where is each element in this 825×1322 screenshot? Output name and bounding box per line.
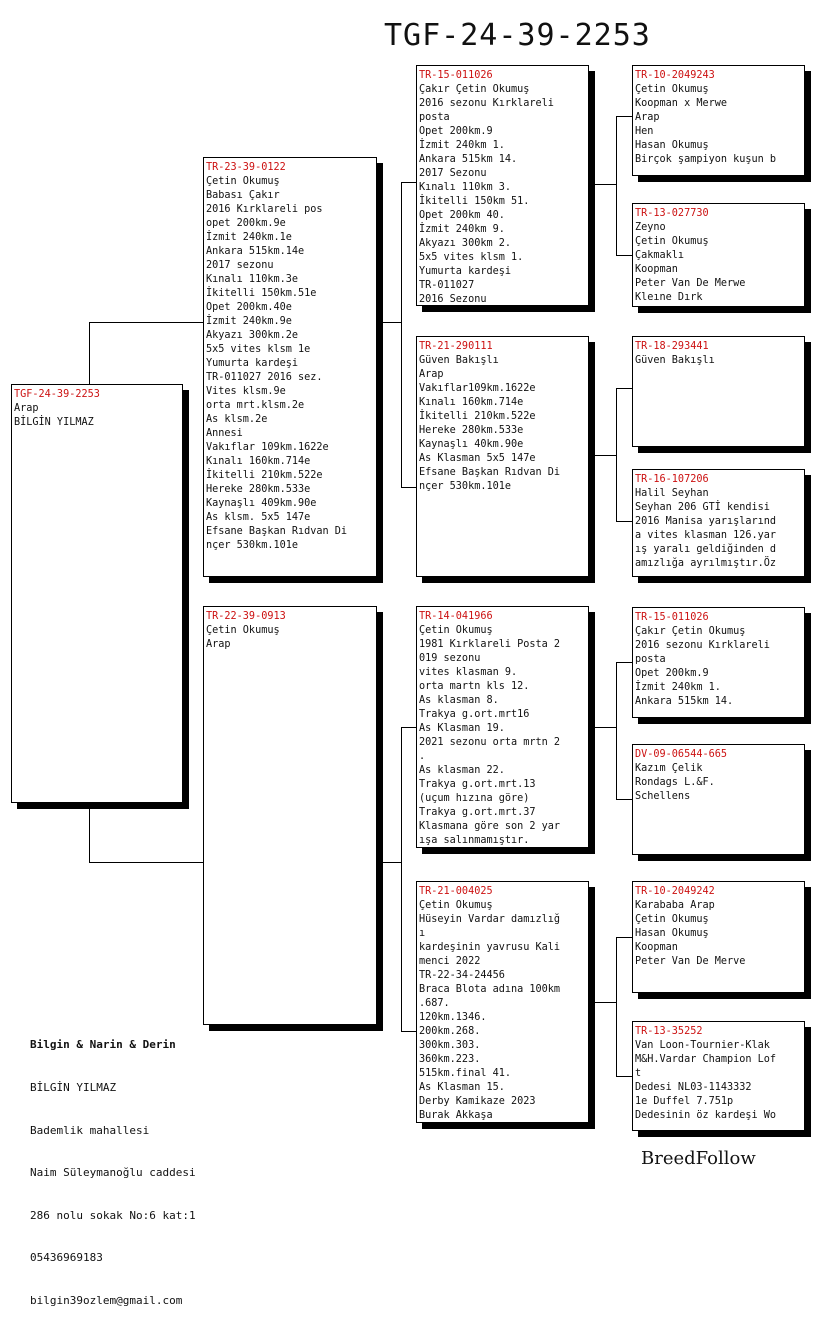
connector-line [616,799,632,800]
card-detail-line: 2021 sezonu orta mrtn 2 [419,737,561,748]
card-detail-line: Peter Van De Merve [635,956,746,967]
card-detail-line: .687. [419,998,450,1009]
ring-number: TR-13-35252 [635,1026,703,1037]
connector-line [616,521,632,522]
connector-line [401,182,416,183]
card-detail-line: a vites klasman 126.yar [635,530,777,541]
connector-line [616,388,617,522]
card-detail-line: ış yaralı geldiğinden d [635,544,777,555]
card-detail-line: Opet 200km.9 [635,668,709,679]
card-detail-line: Çetin Okumuş [635,84,709,95]
card-detail-line: Kaynaşlı 409km.90e [206,498,317,509]
owner-address-line: 286 nolu sokak No:6 kat:1 [30,1208,196,1222]
connector-line [616,255,632,256]
card-detail-line: Arap [419,369,444,380]
card-detail-line: Kaynaşlı 40km.90e [419,439,524,450]
card-detail-line: Akyazı 300km.2e [206,330,299,341]
card-detail-line: Trakya g.ort.mrt.37 [419,807,536,818]
connector-line [377,862,401,863]
connector-line [401,1031,416,1032]
connector-line [89,862,203,863]
card-detail-line: İzmit 240km 9. [419,224,505,235]
pedigree-title: TGF-24-39-2253 [384,18,651,53]
card-detail-line: Kınalı 160km.714e [419,397,524,408]
card-detail-line: Hereke 280km.533e [206,484,311,495]
card-detail-line: . [419,751,426,762]
card-detail-line: Akyazı 300km 2. [419,238,512,249]
pigeon-card-dam-dam-sire[interactable] [632,881,805,993]
card-detail-line: Hasan Okumuş [635,928,709,939]
card-detail-line: menci 2022 [419,956,481,967]
card-detail-line: nçer 530km.101e [206,540,299,551]
card-detail-line: TR-22-34-24456 [419,970,505,981]
card-detail-line: As klasman 22. [419,765,505,776]
pigeon-card-dam-dam[interactable] [416,881,589,1123]
owner-phone: 05436969183 [30,1251,103,1265]
card-detail-line: 120km.1346. [419,1012,487,1023]
card-detail-line: Dedesinin öz kardeşi Wo [635,1110,777,1121]
connector-line [377,322,401,323]
pigeon-card-sire-sire[interactable] [416,65,589,306]
card-detail-line: İkitelli 210km.522e [419,411,536,422]
card-detail-line: (uçum hızına göre) [419,793,530,804]
card-detail-line: Hereke 280km.533e [419,425,524,436]
card-detail-line: t [635,1068,642,1079]
card-detail-line: Ankara 515km 14. [635,696,734,707]
card-detail-line: Vakıflar109km.1622e [419,383,536,394]
card-detail-line: Seyhan 206 GTİ kendisi [635,502,770,513]
card-detail-line: Halil Seyhan [635,488,709,499]
card-detail-line: İzmit 240km 1. [419,140,505,151]
card-detail-line: TR-011027 2016 sez. [206,372,323,383]
connector-line [401,182,402,488]
card-detail-line: Hen [635,126,654,137]
card-detail-line: Babası Çakır [206,190,280,201]
ring-number: TR-22-39-0913 [206,611,286,622]
card-detail-line: 2017 Sezonu [419,168,487,179]
card-detail-line: 1e Duffel 7.751p [635,1096,734,1107]
connector-line [589,455,616,456]
card-detail-line: Schellens [635,791,691,802]
card-detail-line: Çetin Okumuş [419,900,493,911]
ring-number: TR-21-004025 [419,886,493,897]
pigeon-card-dam-sire-sire[interactable] [632,607,805,718]
card-detail-line: Opet 200km.9 [419,126,493,137]
pigeon-card-dam-sire[interactable] [416,606,589,848]
card-detail-line: 2016 Sezonu [419,294,487,305]
card-detail-line: İkitelli 210km.522e [206,470,323,481]
ring-number: TR-14-041966 [419,611,493,622]
card-detail-line: 2017 sezonu [206,260,274,271]
card-detail-line: Yumurta kardeşi [419,266,512,277]
card-detail-line: Trakya g.ort.mrt16 [419,709,530,720]
connector-line [401,487,416,488]
card-detail-line: Karababa Arap [635,900,715,911]
card-detail-line: Ankara 515km 14. [419,154,518,165]
card-detail-line: ışa salınmamıştır. [419,835,530,846]
card-detail-line: As klsm.2e [206,414,268,425]
card-detail-line: 2016 sezonu Kırklareli [419,98,554,109]
ring-number: TR-23-39-0122 [206,162,286,173]
card-detail-line: Rondags L.&F. [635,777,715,788]
pigeon-card-sire-sire-dam[interactable] [632,203,805,307]
ring-number: TR-10-2049243 [635,70,715,81]
card-detail-line: As klasman 8. [419,695,499,706]
card-detail-line: 2016 Kırklareli pos [206,204,323,215]
card-detail-line: posta [419,112,450,123]
pigeon-card-dam[interactable] [203,606,377,1025]
card-detail-line: Güven Bakışlı [635,355,715,366]
card-detail-line: İkitelli 150km 51. [419,196,530,207]
card-detail-line: Koopman x Merwe [635,98,728,109]
card-detail-line: Arap [14,403,39,414]
card-detail-line: Vakıflar 109km.1622e [206,442,329,453]
card-detail-line: Vites klsm.9e [206,386,286,397]
connector-line [616,662,632,663]
connector-line [401,727,416,728]
card-detail-line: nçer 530km.101e [419,481,512,492]
connector-line [589,727,616,728]
card-detail-line: As Klasman 5x5 147e [419,453,536,464]
card-detail-line: Çetin Okumuş [206,176,280,187]
card-detail-line: Kınalı 110km.3e [206,274,299,285]
card-detail-line: Kınalı 160km.714e [206,456,311,467]
card-detail-line: Birçok şampiyon kuşun b [635,154,777,165]
ring-number: DV-09-06544-665 [635,749,728,760]
connector-line [589,184,616,185]
card-detail-line: amızlığa ayrılmıştır.Öz [635,558,777,569]
connector-line [616,662,617,800]
card-detail-line: kardeşinin yavrusu Kali [419,942,561,953]
pigeon-card-sire-dam-dam[interactable] [632,469,805,577]
card-detail-line: Efsane Başkan Rıdvan Di [419,467,561,478]
card-detail-line: Opet 200km 40. [419,210,505,221]
connector-line [616,388,632,389]
card-detail-line: Çakır Çetin Okumuş [635,626,746,637]
card-detail-line: 2016 sezonu Kırklareli [635,640,770,651]
card-detail-line: 2016 Manisa yarışlarınd [635,516,777,527]
card-detail-line: TR-011027 [419,280,475,291]
card-detail-line: Opet 200km.40e [206,302,292,313]
pigeon-card-sire-dam-sire[interactable] [632,336,805,447]
card-detail-line: Ankara 515km.14e [206,246,305,257]
card-detail-line: Hüseyin Vardar damızlığ [419,914,561,925]
card-detail-line: Kleıne Dırk [635,292,703,303]
card-detail-line: 1981 Kırklareli Posta 2 [419,639,561,650]
card-detail-line: Kınalı 110km 3. [419,182,512,193]
card-detail-line: İkitelli 150km.51e [206,288,317,299]
card-detail-line: As Klasman 19. [419,723,505,734]
card-detail-line: orta martn kls 12. [419,681,530,692]
card-detail-line: posta [635,654,666,665]
card-detail-line: Burak Akkaşa [419,1110,493,1121]
connector-line [401,727,402,1032]
card-detail-line: Koopman [635,264,678,275]
card-detail-line: Trakya g.ort.mrt.13 [419,779,536,790]
owner-name: BİLGİN YILMAZ [30,1081,117,1095]
pigeon-card-subject[interactable] [11,384,183,803]
card-detail-line: 360km.223. [419,1054,481,1065]
card-detail-line: Arap [635,112,660,123]
owner-heading: Bilgin & Narin & Derin [30,1038,176,1052]
ring-number: TR-15-011026 [635,612,709,623]
card-detail-line: ı [419,928,426,939]
card-detail-line: 300km.303. [419,1040,481,1051]
card-detail-line: Güven Bakışlı [419,355,499,366]
card-detail-line: Yumurta kardeşi [206,358,299,369]
owner-email[interactable]: bilgin39ozlem@gmail.com [30,1294,183,1308]
card-detail-line: Peter Van De Merwe [635,278,746,289]
connector-line [589,1002,616,1003]
card-detail-line: 019 sezonu [419,653,481,664]
connector-line [616,116,632,117]
card-detail-line: Arap [206,639,231,650]
card-detail-line: 5x5 vites klsm 1e [206,344,311,355]
card-detail-line: Çetin Okumuş [206,625,280,636]
owner-address-line: Bademlik mahallesi [30,1123,150,1137]
card-detail-line: Annesi [206,428,243,439]
ring-number: TR-10-2049242 [635,886,715,897]
card-detail-line: 5x5 vites klsm 1. [419,252,524,263]
card-detail-line: orta mrt.klsm.2e [206,400,305,411]
card-detail-line: Çakmaklı [635,250,685,261]
ring-number: TR-21-290111 [419,341,493,352]
card-detail-line: Zeyno [635,222,666,233]
pigeon-card-sire[interactable] [203,157,377,577]
connector-line [616,937,632,938]
card-detail-line: Çetin Okumuş [635,914,709,925]
card-detail-line: Efsane Başkan Rıdvan Di [206,526,348,537]
ring-number: TR-13-027730 [635,208,709,219]
pigeon-card-sire-dam[interactable] [416,336,589,577]
connector-line [616,937,617,1077]
card-detail-line: Braca Blota adına 100km [419,984,561,995]
pigeon-card-dam-sire-dam[interactable] [632,744,805,855]
card-detail-line: İzmit 240km.9e [206,316,292,327]
owner-contact-block [30,1010,196,1322]
ring-number: TR-16-107206 [635,474,709,485]
card-detail-line: Derby Kamikaze 2023 [419,1096,536,1107]
card-detail-line: Çakır Çetin Okumuş [419,84,530,95]
card-detail-line: As Klasman 15. [419,1082,505,1093]
card-detail-line: As klsm. 5x5 147e [206,512,311,523]
card-detail-line: Klasmana göre son 2 yar [419,821,561,832]
card-detail-line: M&H.Vardar Champion Lof [635,1054,777,1065]
card-detail-line: Çetin Okumuş [635,236,709,247]
pigeon-card-dam-dam-dam[interactable] [632,1021,805,1131]
ring-number: TR-18-293441 [635,341,709,352]
card-detail-line: Çetin Okumuş [419,625,493,636]
card-detail-line: 200km.268. [419,1026,481,1037]
ring-number: TR-15-011026 [419,70,493,81]
pigeon-card-sire-sire-sire[interactable] [632,65,805,176]
card-detail-line: BİLGİN YILMAZ [14,417,94,428]
card-detail-line: İzmit 240km.1e [206,232,292,243]
card-detail-line: İzmit 240km 1. [635,682,721,693]
card-detail-line: Kazım Çelik [635,763,703,774]
card-detail-line: Koopman [635,942,678,953]
card-detail-line: Van Loon-Tournier-Klak [635,1040,770,1051]
card-detail-line: Dedesi NL03-1143332 [635,1082,752,1093]
connector-line [616,116,617,256]
ring-number: TGF-24-39-2253 [14,389,100,400]
connector-line [616,1076,632,1077]
card-detail-line: 515km.final 41. [419,1068,512,1079]
connector-line [89,322,203,323]
card-detail-line: opet 200km.9e [206,218,286,229]
brand-logo: BreedFollow [641,1148,756,1169]
card-detail-line: Hasan Okumuş [635,140,709,151]
owner-address-line: Naim Süleymanoğlu caddesi [30,1166,196,1180]
card-detail-line: vites klasman 9. [419,667,518,678]
